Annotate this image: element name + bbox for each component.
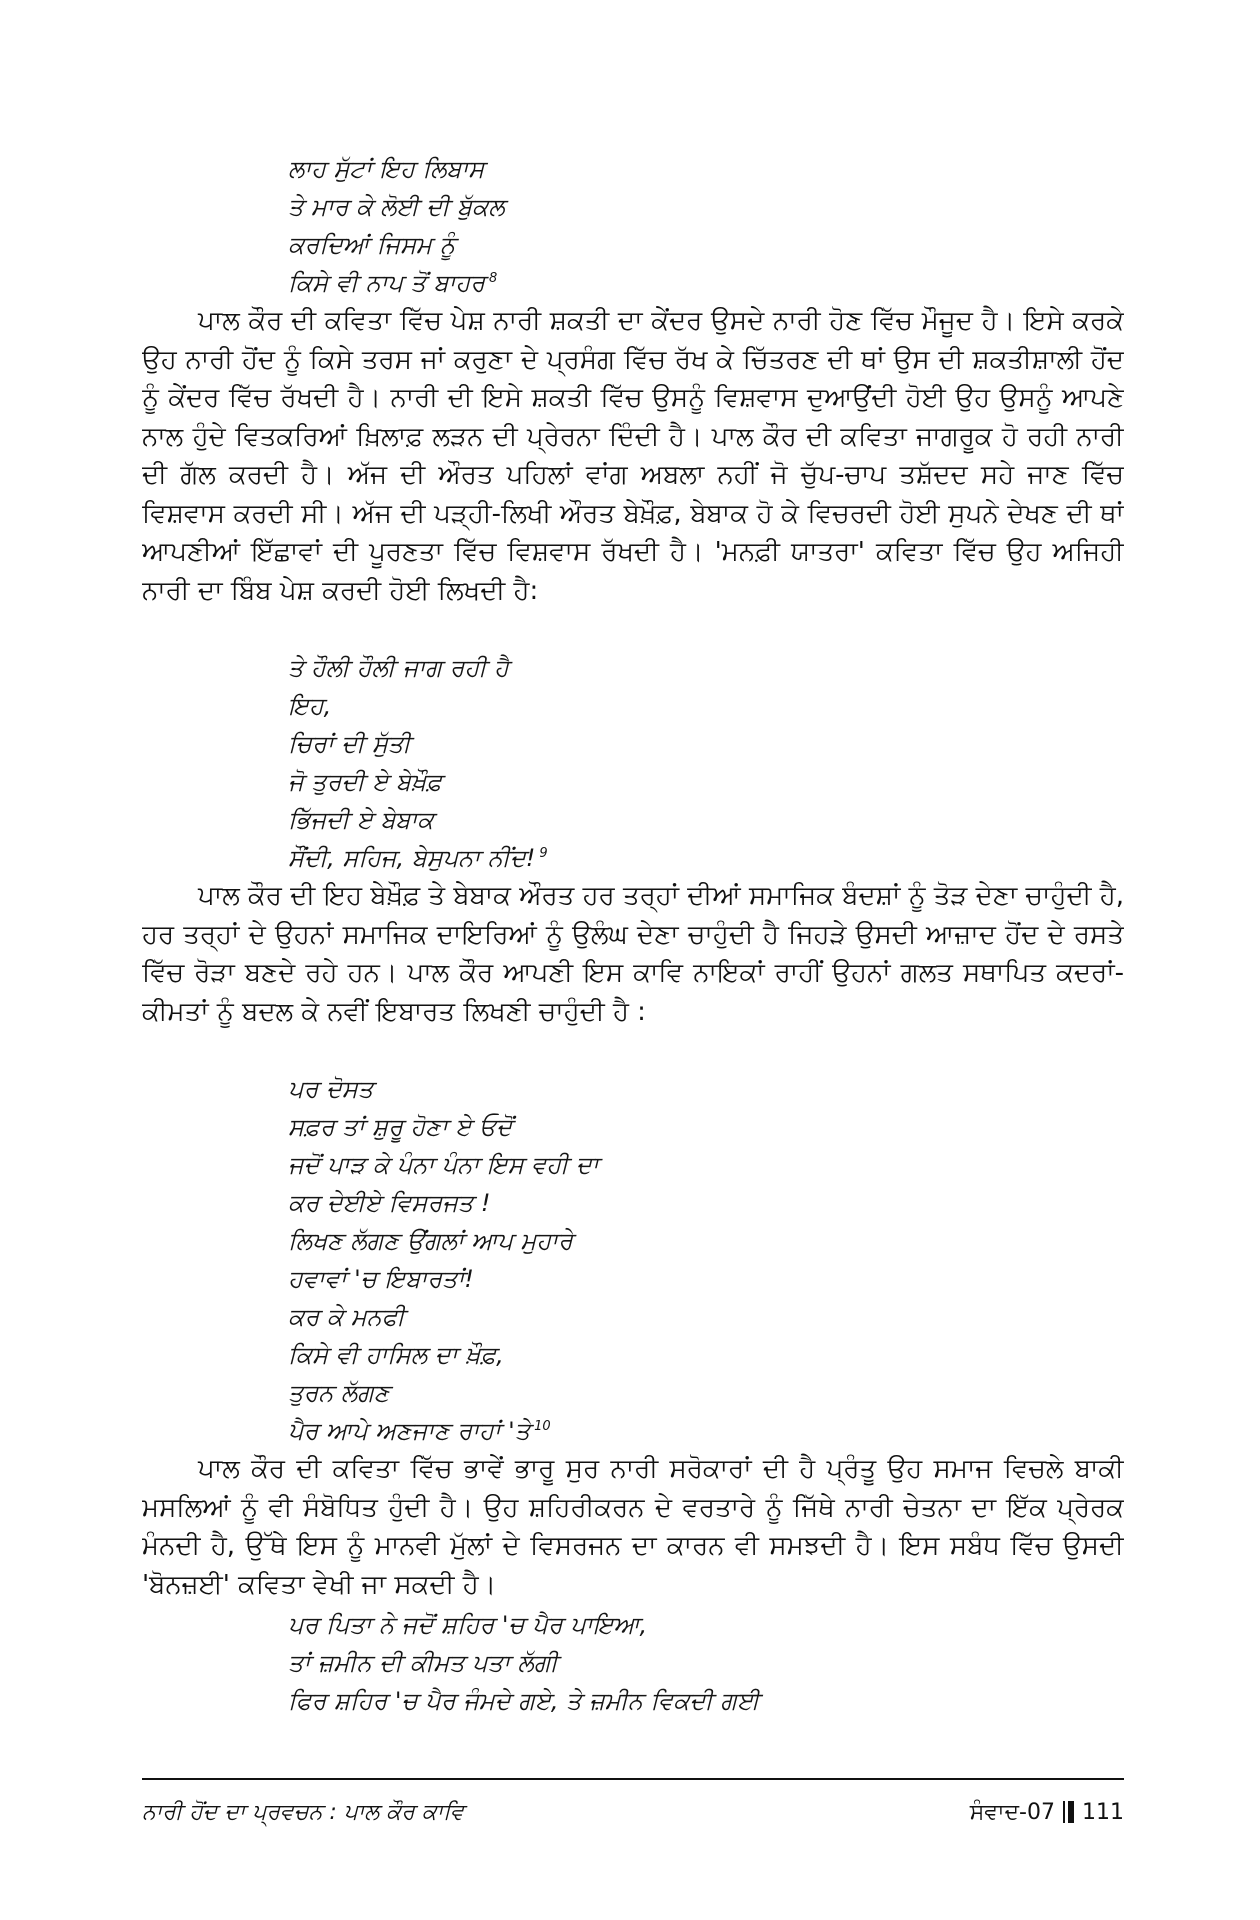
- verse-line: ਪਰ ਦੋਸਤ: [288, 1075, 374, 1103]
- verse-line: ਲਿਖਣ ਲੱਗਣ ਉਂਗਲਾਂ ਆਪ ਮੁਹਾਰੇ: [288, 1227, 573, 1255]
- verse-line: ਫਿਰ ਸ਼ਹਿਰ 'ਚ ਪੈਰ ਜੰਮਦੇ ਗਏ, ਤੇ ਜ਼ਮੀਨ ਵਿਕਦੀ ਗਈ: [288, 1687, 760, 1715]
- verse-line: ਕਰ ਕੇ ਮਨਫੀ: [288, 1303, 405, 1331]
- verse-line: ਇਹ,: [288, 692, 332, 720]
- verse-block-3: [142, 1070, 1124, 1450]
- verse-line: ਜੋ ਤੁਰਦੀ ਏ ਬੇਖ਼ੌਫ਼: [288, 768, 442, 796]
- verse-line: ਕਿਸੇ ਵੀ ਹਾਸਿਲ ਦਾ ਖ਼ੌਫ਼,: [288, 1341, 504, 1369]
- verse-line: ਕਿਸੇ ਵੀ ਨਾਪ ਤੋਂ ਬਾਹਰ $^8$: [288, 269, 498, 297]
- verse-line: ਕਰਦਿਆਂ ਜਿਸਮ ਨੂੰ: [288, 231, 456, 259]
- verse-line: ਤਾਂ ਜ਼ਮੀਨ ਦੀ ਕੀਮਤ ਪਤਾ ਲੱਗੀ: [288, 1649, 558, 1677]
- paragraph-1: ਪਾਲ ਕੌਰ ਦੀ ਕਵਿਤਾ ਵਿੱਚ ਪੇਸ਼ ਨਾਰੀ ਸ਼ਕਤੀ ਦਾ ਕੇਂਦਰ ਉਸਦੇ ਨਾਰੀ ਹੋਣ ਵਿੱਚ ਮੌਜੂਦ ਹੈ। ਇਸੇ ਕਰਕੇ ਉਹ ਨਾਰੀ ਹੋਂਦ ਨੂੰ ਕਿਸੇ ਤਰਸ ਜਾਂ ਕਰੁਣਾ ਦੇ ਪ੍ਰਸੰਗ ਵਿੱਚ ਰੱਖ ਕੇ ਚਿੱਤਰਣ ਦੀ ਥਾਂ ਉਸ ਦੀ ਸ਼ਕਤੀਸ਼ਾਲੀ ਹੋਂਦ ਨੂੰ ਕੇਂਦਰ ਵਿੱਚ ਰੱਖਦੀ ਹੈ। ਨਾਰੀ ਦੀ ਇਸੇ ਸ਼ਕਤੀ ਵਿੱਚ ਉਸਨੂੰ ਵਿਸ਼ਵਾਸ ਦੁਆਉਂਦੀ ਹੋਈ ਉਹ ਉਸਨੂੰ ਆਪਣੇ ਨਾਲ ਹੁੰਦੇ ਵਿਤਕਰਿਆਂ ਖ਼ਿਲਾਫ਼ ਲੜਨ ਦੀ ਪ੍ਰੇਰਨਾ ਦਿੰਦੀ ਹੈ। ਪਾਲ ਕੌਰ ਦੀ ਕਵਿਤਾ ਜਾਗਰੂਕ ਹੋ ਰਹੀ ਨਾਰੀ ਦੀ ਗੱਲ ਕਰਦੀ ਹੈ। ਅੱਜ ਦੀ ਔਰਤ ਪਹਿਲਾਂ ਵਾਂਗ ਅਬਲਾ ਨਹੀਂ ਜੋ ਚੁੱਪ-ਚਾਪ ਤਸ਼ੱਦਦ ਸਹੇ ਜਾਣ ਵਿੱਚ ਵਿਸ਼ਵਾਸ ਕਰਦੀ ਸੀ। ਅੱਜ ਦੀ ਪੜ੍ਹੀ-ਲਿਖੀ ਔਰਤ ਬੇਖ਼ੌਫ਼, ਬੇਬਾਕ ਹੋ ਕੇ ਵਿਚਰਦੀ ਹੋਈ ਸੁਪਨੇ ਦੇਖਣ ਦੀ ਥਾਂ ਆਪਣੀਆਂ ਇੱਛਾਵਾਂ ਦੀ ਪੂਰਣਤਾ ਵਿੱਚ ਵਿਸ਼ਵਾਸ ਰੱਖਦੀ ਹੈ। 'ਮਨਫ਼ੀ ਯਾਤਰਾ' ਕਵਿਤਾ ਵਿੱਚ ਉਹ ਅਜਿਹੀ ਨਾਰੀ ਦਾ ਬਿੰਬ ਪੇਸ਼ ਕਰਦੀ ਹੋਈ ਲਿਖਦੀ ਹੈ:: [142, 306, 1124, 606]
- verse-line: ਚਿਰਾਂ ਦੀ ਸੁੱਤੀ: [288, 730, 411, 758]
- page-number: 111: [1082, 1799, 1124, 1825]
- verse-line: ਪੈਰ ਆਪੇ ਅਣਜਾਣ ਰਾਹਾਂ 'ਤੇ $^{10}$: [288, 1417, 551, 1445]
- verse-line: ਭਿੱਜਦੀ ਏ ਬੇਬਾਕ: [288, 806, 434, 834]
- paragraph-2: ਪਾਲ ਕੌਰ ਦੀ ਇਹ ਬੇਖ਼ੌਫ਼ ਤੇ ਬੇਬਾਕ ਔਰਤ ਹਰ ਤਰ੍ਹਾਂ ਦੀਆਂ ਸਮਾਜਿਕ ਬੰਦਸ਼ਾਂ ਨੂੰ ਤੋੜ ਦੇਣਾ ਚਾਹੁੰਦੀ ਹੈ, ਹਰ ਤਰ੍ਹਾਂ ਦੇ ਉਹਨਾਂ ਸਮਾਜਿਕ ਦਾਇਰਿਆਂ ਨੂੰ ਉਲੰਘ ਦੇਣਾ ਚਾਹੁੰਦੀ ਹੈ ਜਿਹੜੇ ਉਸਦੀ ਆਜ਼ਾਦ ਹੋਂਦ ਦੇ ਰਸਤੇ ਵਿੱਚ ਰੋੜਾ ਬਣਦੇ ਰਹੇ ਹਨ। ਪਾਲ ਕੌਰ ਆਪਣੀ ਇਸ ਕਾਵਿ ਨਾਇਕਾਂ ਰਾਹੀਂ ਉਹਨਾਂ ਗਲਤ ਸਥਾਪਿਤ ਕਦਰਾਂ-ਕੀਮਤਾਂ ਨੂੰ ਬਦਲ ਕੇ ਨਵੀਂ ਇਬਾਰਤ ਲਿਖਣੀ ਚਾਹੁੰਦੀ ਹੈ :: [142, 881, 1124, 1027]
- page-body: [142, 150, 1124, 1720]
- page-footer: [142, 1792, 1124, 1832]
- verse-block-4: [142, 1606, 1124, 1720]
- verse-line: ਹਵਾਵਾਂ 'ਚ ਇਬਾਰਤਾਂ!: [288, 1265, 474, 1293]
- footnote-ref: 9: [539, 846, 548, 861]
- verse-line: ਸੌਂਦੀ, ਸਹਿਜ, ਬੇਸੁਪਨਾ ਨੀਂਦ! $^9$: [288, 844, 548, 872]
- footer-right: [970, 1800, 1124, 1825]
- footnote-ref: 10: [534, 1419, 551, 1434]
- footnote-ref: 8: [489, 271, 498, 286]
- verse-line: ਤੁਰਨ ਲੱਗਣ: [288, 1379, 390, 1407]
- separator-bars-icon: [1063, 1800, 1074, 1824]
- verse-line: ਸਫ਼ਰ ਤਾਂ ਸ਼ੁਰੂ ਹੋਣਾ ਏ ਓਦੋਂ: [288, 1113, 513, 1141]
- running-title: ਨਾਰੀ ਹੋਂਦ ਦਾ ਪ੍ਰਵਚਨ : ਪਾਲ ਕੌਰ ਕਾਵਿ: [142, 1799, 464, 1825]
- verse-block-1: [142, 150, 1124, 302]
- journal-name: ਸੰਵਾਦ-07: [969, 1799, 1055, 1825]
- verse-block-2: [142, 649, 1124, 877]
- verse-line: ਜਦੋਂ ਪਾੜ ਕੇ ਪੰਨਾ ਪੰਨਾ ਇਸ ਵਹੀ ਦਾ: [288, 1151, 599, 1179]
- footer-divider: [142, 1778, 1124, 1780]
- verse-line: ਪਰ ਪਿਤਾ ਨੇ ਜਦੋਂ ਸ਼ਹਿਰ 'ਚ ਪੈਰ ਪਾਇਆ,: [288, 1611, 648, 1639]
- verse-line: ਲਾਹ ਸੁੱਟਾਂ ਇਹ ਲਿਬਾਸ: [288, 155, 485, 183]
- paragraph-3: ਪਾਲ ਕੌਰ ਦੀ ਕਵਿਤਾ ਵਿੱਚ ਭਾਵੇਂ ਭਾਰੂ ਸੁਰ ਨਾਰੀ ਸਰੋਕਾਰਾਂ ਦੀ ਹੈ ਪ੍ਰੰਤੂ ਉਹ ਸਮਾਜ ਵਿਚਲੇ ਬਾਕੀ ਮਸਲਿਆਂ ਨੂੰ ਵੀ ਸੰਬੋਧਿਤ ਹੁੰਦੀ ਹੈ। ਉਹ ਸ਼ਹਿਰੀਕਰਨ ਦੇ ਵਰਤਾਰੇ ਨੂੰ ਜਿੱਥੇ ਨਾਰੀ ਚੇਤਨਾ ਦਾ ਇੱਕ ਪ੍ਰੇਰਕ ਮੰਨਦੀ ਹੈ, ਉੱਥੇ ਇਸ ਨੂੰ ਮਾਨਵੀ ਮੁੱਲਾਂ ਦੇ ਵਿਸਰਜਨ ਦਾ ਕਾਰਨ ਵੀ ਸਮਝਦੀ ਹੈ। ਇਸ ਸਬੰਧ ਵਿੱਚ ਉਸਦੀ 'ਬੋਨਜ਼ਈ' ਕਵਿਤਾ ਵੇਖੀ ਜਾ ਸਕਦੀ ਹੈ।: [142, 1454, 1124, 1600]
- verse-line: ਕਰ ਦੇਈਏ ਵਿਸਰਜਤ !: [288, 1189, 491, 1217]
- verse-line: ਤੇ ਹੌਲੀ ਹੌਲੀ ਜਾਗ ਰਹੀ ਹੈ: [288, 654, 509, 682]
- verse-line: ਤੇ ਮਾਰ ਕੇ ਲੋਈ ਦੀ ਬੁੱਕਲ: [288, 193, 505, 221]
